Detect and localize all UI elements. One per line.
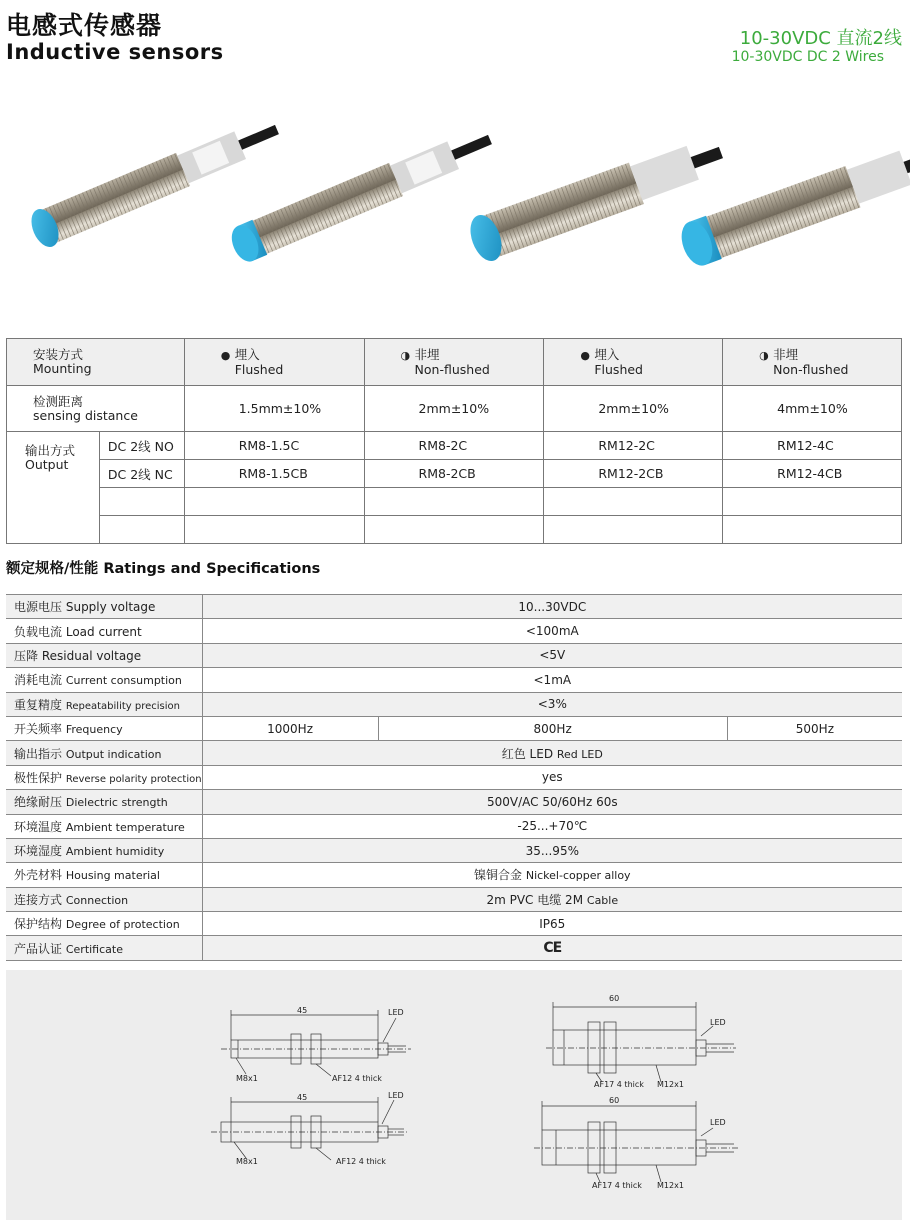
model-no-4: RM12-4C — [723, 432, 902, 460]
distance-row — [7, 386, 902, 432]
spec-row-temperature: 环境温度 Ambient temperature -25...+70℃ — [6, 814, 902, 838]
spec-row-dielectric: 绝缘耐压 Dielectric strength 500V/AC 50/60Hz 60s — [6, 790, 902, 814]
product-photos — [0, 110, 910, 335]
distance-2: 2mm±10% — [364, 386, 544, 432]
voltage-spec-en: 10-30VDC DC 2 Wires — [731, 49, 884, 65]
m8-thread-label-1: M8x1 — [236, 1074, 258, 1083]
supply-value: 10...30VDC — [202, 595, 902, 619]
m12-nut-label-2: AF17 4 thick — [592, 1181, 642, 1190]
temperature-value: -25...+70℃ — [202, 814, 902, 838]
spec-row-polarity: 极性保护 Reverse polarity protection yes — [6, 765, 902, 789]
led-label-4: LED — [710, 1118, 726, 1127]
model-table — [6, 338, 902, 544]
spec-row-residual: 压降 Residual voltage <5V — [6, 643, 902, 667]
spec-row-frequency: 开关频率 Frequency 1000Hz 800Hz 500Hz — [6, 716, 902, 740]
residual-value: <5V — [202, 643, 902, 667]
m8-length-label-2: 45 — [297, 1093, 308, 1102]
specs-title: 额定规格/性能 Ratings and Specifications — [6, 561, 321, 577]
protection-value: IP65 — [202, 912, 902, 936]
m12-length-label-1: 60 — [609, 994, 620, 1003]
ce-mark-icon: CE — [202, 936, 902, 960]
led-label-2: LED — [388, 1091, 404, 1100]
m8-length-label-1: 45 — [297, 1006, 308, 1015]
sensor-photo-2 — [227, 122, 498, 266]
distance-label: 检测距离 sensing distance — [7, 386, 185, 432]
spec-row-humidity: 环境湿度 Ambient humidity 35...95% — [6, 838, 902, 862]
spec-row-connection: 连接方式 Connection 2m PVC 电缆 2M Cable — [6, 887, 902, 911]
specs-table — [6, 594, 902, 961]
distance-3: 2mm±10% — [544, 386, 723, 432]
non-flushed-icon: ◑ — [400, 348, 411, 362]
model-nc-3: RM12-2CB — [544, 460, 723, 488]
m12-thread-label-2: M12x1 — [657, 1181, 684, 1190]
frequency-value-1: 1000Hz — [202, 716, 378, 740]
page-title-en: Inductive sensors — [6, 40, 224, 64]
dc-no-label: DC 2线 NO — [99, 432, 184, 460]
spec-row-housing: 外壳材料 Housing material 镍铜合金 Nickel-copper alloy — [6, 863, 902, 887]
flushed-icon: ● — [220, 348, 231, 362]
m8-nut-label-2: AF12 4 thick — [336, 1157, 386, 1166]
humidity-value: 35...95% — [202, 838, 902, 862]
spec-row-load: 负载电流 Load current <100mA — [6, 619, 902, 643]
non-flushed-icon: ◑ — [759, 348, 769, 362]
frequency-value-3: 500Hz — [727, 716, 902, 740]
blank-row — [7, 488, 902, 516]
frequency-value-2: 800Hz — [378, 716, 727, 740]
page-title-cn: 电感式传感器 — [6, 11, 163, 40]
voltage-spec-cn: 10-30VDC 直流2线 — [739, 28, 902, 49]
mounting-row — [7, 339, 902, 386]
m8-non-flushed-drawing — [211, 1097, 409, 1160]
model-no-3: RM12-2C — [544, 432, 723, 460]
mounting-col-1: ● 埋入 Flushed — [184, 339, 364, 386]
output-no-row — [7, 432, 902, 460]
repeat-value: <3% — [202, 692, 902, 716]
m8-nut-label-1: AF12 4 thick — [332, 1074, 382, 1083]
spec-row-consumption: 消耗电流 Current consumption <1mA — [6, 668, 902, 692]
connection-value: 2m PVC 电缆 2M Cable — [202, 887, 902, 911]
spec-row-certificate: 产品认证 Certificate CE — [6, 936, 902, 960]
mounting-col-4: ◑ 非埋 Non-flushed — [723, 339, 902, 386]
spec-row-supply: 电源电压 Supply voltage 10...30VDC — [6, 595, 902, 619]
model-nc-4: RM12-4CB — [723, 460, 902, 488]
m12-non-flushed-drawing — [534, 1101, 738, 1182]
model-nc-2: RM8-2CB — [364, 460, 544, 488]
spec-row-protection: 保护结构 Degree of protection IP65 — [6, 912, 902, 936]
m8-thread-label-2: M8x1 — [236, 1157, 258, 1166]
output-label: 输出方式 Output — [7, 432, 100, 544]
dc-nc-label: DC 2线 NC — [99, 460, 184, 488]
mounting-label: 安装方式 Mounting — [7, 339, 185, 386]
m12-flushed-drawing — [546, 1002, 736, 1082]
m12-length-label-2: 60 — [609, 1096, 620, 1105]
consumption-value: <1mA — [202, 668, 902, 692]
flushed-icon: ● — [580, 348, 590, 362]
distance-1: 1.5mm±10% — [184, 386, 364, 432]
output-nc-row — [7, 460, 902, 488]
model-nc-1: RM8-1.5CB — [184, 460, 364, 488]
polarity-value: yes — [202, 765, 902, 789]
dielectric-value: 500V/AC 50/60Hz 60s — [202, 790, 902, 814]
distance-4: 4mm±10% — [723, 386, 902, 432]
spec-row-indication: 输出指示 Output indication 红色 LED Red LED — [6, 741, 902, 765]
m12-thread-label-1: M12x1 — [657, 1080, 684, 1089]
blank-row — [7, 516, 902, 544]
mounting-col-2: ◑ 非埋 Non-flushed — [364, 339, 544, 386]
led-label-1: LED — [388, 1008, 404, 1017]
m12-nut-label-1: AF17 4 thick — [594, 1080, 644, 1089]
indication-value: 红色 LED Red LED — [202, 741, 902, 765]
housing-value: 镍铜合金 Nickel-copper alloy — [202, 863, 902, 887]
m8-flushed-drawing — [221, 1010, 411, 1076]
mounting-col-3: ● 埋入 Flushed — [544, 339, 723, 386]
load-value: <100mA — [202, 619, 902, 643]
spec-row-repeat: 重复精度 Repeatability precision <3% — [6, 692, 902, 716]
model-no-2: RM8-2C — [364, 432, 544, 460]
model-no-1: RM8-1.5C — [184, 432, 364, 460]
led-label-3: LED — [710, 1018, 726, 1027]
dimension-drawings — [6, 970, 902, 1220]
